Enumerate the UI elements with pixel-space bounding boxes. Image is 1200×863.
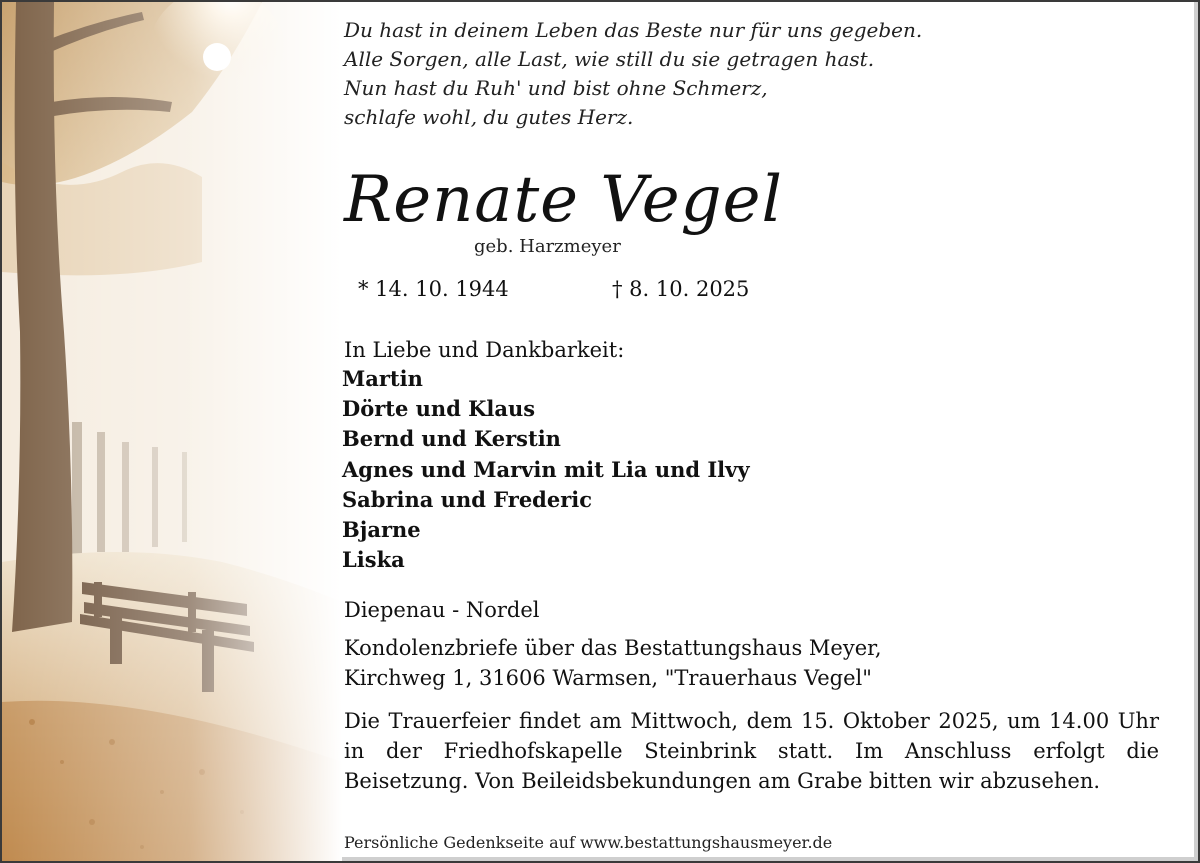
mourner-name: Bernd und Kerstin (342, 426, 561, 452)
mourner-name: Agnes und Marvin mit Lia und Ilvy (342, 456, 750, 482)
obituary-text (342, 2, 1162, 863)
poem-line: Nun hast du Ruh' und bist ohne Schmerz, (344, 76, 768, 100)
birth-date: * 14. 10. 1944 (358, 277, 509, 301)
mourner-name: Sabrina und Frederic (342, 486, 593, 512)
poem-line: schlafe wohl, du gutes Herz. (344, 105, 634, 129)
memorial-poem (344, 16, 922, 132)
memorial-website-link[interactable]: Persönliche Gedenkseite auf www.bestattungshausmeyer.de (344, 833, 833, 852)
condolence-line: Kondolenzbriefe über das Bestattungshaus Meyer, (344, 636, 882, 660)
autumn-park-bench-image (2, 2, 342, 863)
mourner-name: Martin (342, 366, 423, 391)
condolence-line: Kirchweg 1, 31606 Warmsen, "Trauerhaus Vegel" (344, 666, 872, 690)
mourners-list (342, 364, 750, 575)
birth-name: geb. Harzmeyer (474, 236, 621, 257)
mourning-intro: In Liebe und Dankbarkeit: (344, 338, 625, 362)
funeral-notice: Die Trauerfeier findet am Mittwoch, dem 15. Oktober 2025, um 14.00 Uhr in der Friedhofskapelle Steinbrink statt. Im Anschluss erfolgt die Beisetzung. Von Beileidsbekundungen am Grabe bitten wir abzusehen. (344, 709, 1159, 793)
poem-line: Alle Sorgen, alle Last, wie still du sie getragen hast. (344, 47, 875, 71)
death-date: † 8. 10. 2025 (612, 277, 750, 301)
condolence-address (344, 633, 882, 693)
poem-line: Du hast in deinem Leben das Beste nur für uns gegeben. (344, 18, 923, 42)
place-of-residence: Diepenau - Nordel (344, 598, 540, 622)
mourner-name: Liska (342, 547, 405, 573)
mourner-name: Dörte und Klaus (342, 396, 536, 422)
deceased-name: Renate Vegel (344, 163, 783, 237)
mourner-name: Bjarne (342, 517, 421, 543)
